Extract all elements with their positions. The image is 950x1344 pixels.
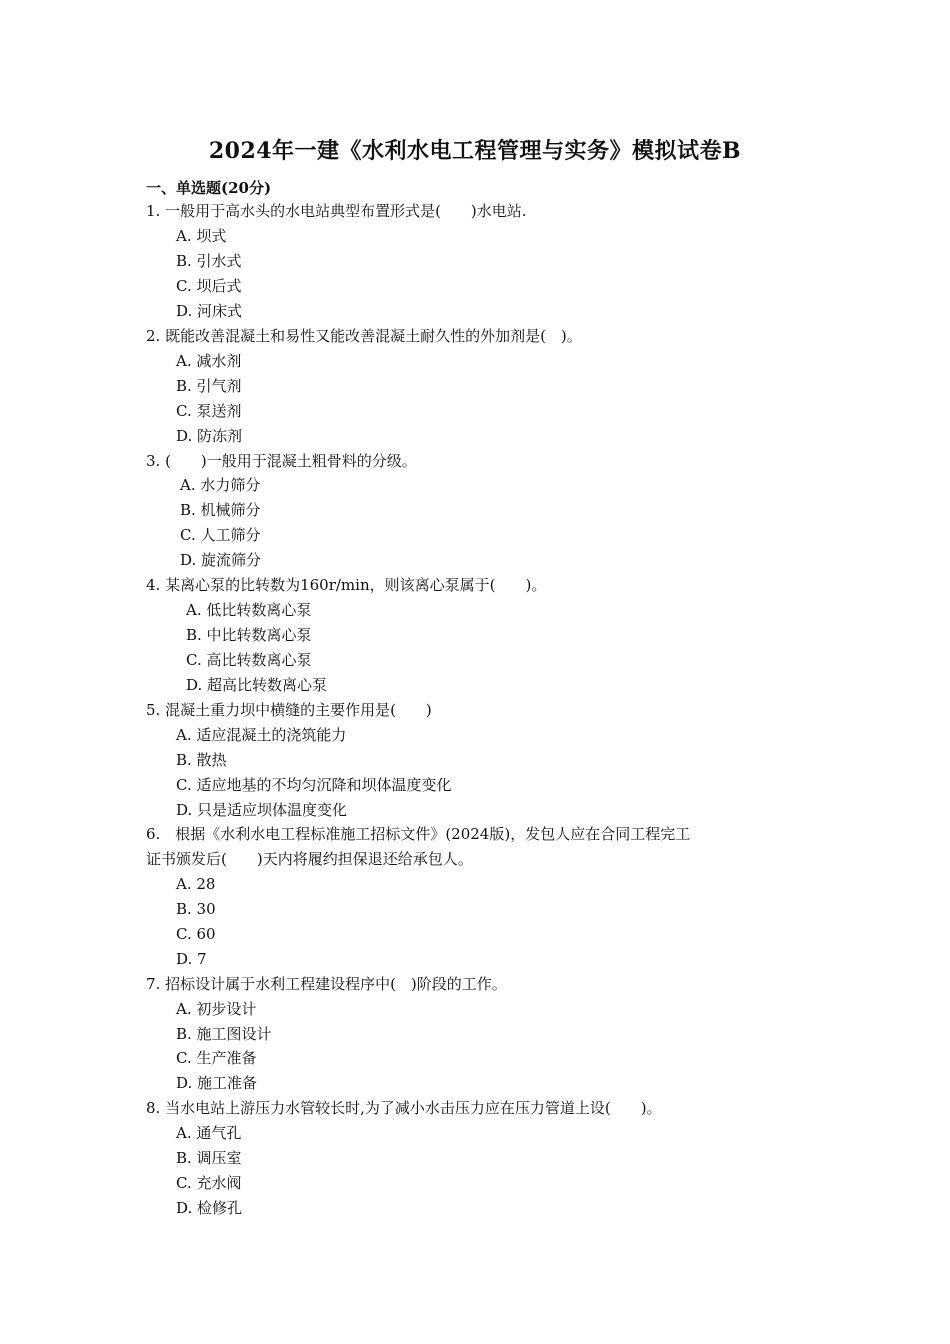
question-1-option-a: A. 坝式 — [176, 227, 227, 245]
question-6-option-c: C. 60 — [176, 925, 216, 943]
question-5-stem: 5. 混凝土重力坝中横缝的主要作用是( ) — [146, 701, 432, 719]
question-4-option-a: A. 低比转数离心泵 — [186, 601, 312, 619]
question-3-option-d: D. 旋流筛分 — [180, 551, 262, 569]
question-7-stem: 7. 招标设计属于水利工程建设程序中( )阶段的工作。 — [146, 975, 507, 993]
question-4-option-c: C. 高比转数离心泵 — [186, 651, 312, 669]
question-8-option-b: B. 调压室 — [176, 1149, 242, 1167]
question-6-option-a: A. 28 — [176, 875, 216, 893]
question-8-stem: 8. 当水电站上游压力水管较长时,为了减小水击压力应在压力管道上设( )。 — [146, 1099, 662, 1117]
section-heading: 一、单选题(20分) — [146, 179, 272, 197]
exam-title: 2024年一建《水利水电工程管理与实务》模拟试卷B — [208, 138, 742, 164]
question-1-option-d: D. 河床式 — [176, 302, 243, 320]
question-6-option-b: B. 30 — [176, 900, 216, 918]
question-2-option-a: A. 减水剂 — [176, 352, 242, 370]
question-8-option-c: C. 充水阀 — [176, 1174, 242, 1192]
question-1-option-c: C. 坝后式 — [176, 277, 242, 295]
question-4-option-b: B. 中比转数离心泵 — [186, 626, 312, 644]
question-5-option-a: A. 适应混凝土的浇筑能力 — [176, 726, 347, 744]
question-5-option-c: C. 适应地基的不均匀沉降和坝体温度变化 — [176, 776, 452, 794]
question-7-option-b: B. 施工图设计 — [176, 1025, 272, 1043]
question-5-option-b: B. 散热 — [176, 751, 227, 769]
question-1-stem: 1. 一般用于高水头的水电站典型布置形式是( )水电站. — [146, 202, 527, 220]
question-2-option-c: C. 泵送剂 — [176, 402, 242, 420]
question-7-option-c: C. 生产准备 — [176, 1049, 257, 1067]
question-3-option-c: C. 人工筛分 — [180, 526, 261, 544]
question-6-stem-line1: 6. 根据《水利水电工程标准施工招标文件》(2024版)，发包人应在合同工程完工 — [146, 825, 691, 843]
question-2-option-d: D. 防冻剂 — [176, 427, 243, 445]
question-8-option-a: A. 通气孔 — [176, 1124, 242, 1142]
question-3-option-b: B. 机械筛分 — [180, 501, 261, 519]
question-2-stem: 2. 既能改善混凝土和易性又能改善混凝土耐久性的外加剂是( )。 — [146, 327, 582, 345]
question-7-option-a: A. 初步设计 — [176, 1000, 257, 1018]
question-3-stem: 3. ( )一般用于混凝土粗骨料的分级。 — [146, 452, 417, 470]
question-4-option-d: D. 超高比转数离心泵 — [186, 676, 328, 694]
question-1-option-b: B. 引水式 — [176, 252, 242, 270]
question-5-option-d: D. 只是适应坝体温度变化 — [176, 801, 348, 819]
question-8-option-d: D. 检修孔 — [176, 1199, 243, 1217]
question-7-option-d: D. 施工准备 — [176, 1074, 258, 1092]
question-6-stem-line2: 证书颁发后( )天内将履约担保退还给承包人。 — [146, 850, 473, 868]
question-6-option-d: D. 7 — [176, 950, 207, 968]
question-3-option-a: A. 水力筛分 — [180, 476, 261, 494]
question-2-option-b: B. 引气剂 — [176, 377, 242, 395]
question-4-stem: 4. 某离心泵的比转数为160r/min，则该离心泵属于( )。 — [146, 576, 547, 594]
